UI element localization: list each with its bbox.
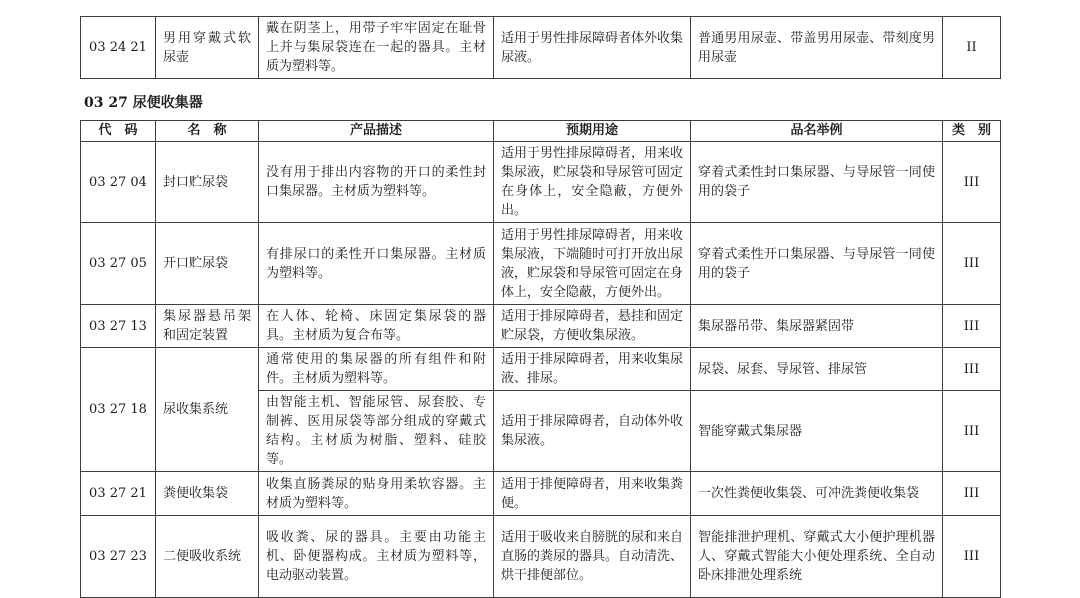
cell-code: 03 27 05 (81, 223, 156, 305)
cell-examples: 穿着式柔性封口集尿器、与导尿管一同使用的袋子 (691, 142, 943, 223)
cell-name: 二便吸收系统 (156, 516, 259, 598)
section-title: 03 27 尿便收集器 (84, 95, 203, 111)
cell-code: 03 27 18 (81, 348, 156, 472)
header-category: 类 别 (943, 121, 1001, 142)
cell-code: 03 27 04 (81, 142, 156, 223)
cell-description: 由智能主机、智能尿管、尿套胶、专制裤、医用尿袋等部分组成的穿戴式结构。主材质为树脂、塑料、硅胶等。 (259, 391, 494, 472)
cell-category: III (943, 348, 1001, 391)
cell-category: III (943, 516, 1001, 598)
cell-usage: 适用于男性排尿障碍者，用来收集尿液，下端随时可打开放出尿液，贮尿袋和导尿管可固定在身体上，安全隐蔽，方便外出。 (494, 223, 691, 305)
cell-name: 开口贮尿袋 (156, 223, 259, 305)
cell-examples: 智能穿戴式集尿器 (691, 391, 943, 472)
cell-description: 收集直肠粪尿的贴身用柔软容器。主材质为塑料等。 (259, 472, 494, 516)
cell-name: 集尿器悬吊架和固定装置 (156, 305, 259, 348)
cell-examples: 穿着式柔性开口集尿器、与导尿管一同使用的袋子 (691, 223, 943, 305)
header-name: 名 称 (156, 121, 259, 142)
cell-description: 有排尿口的柔性开口集尿器。主材质为塑料等。 (259, 223, 494, 305)
cell-examples: 集尿器吊带、集尿器紧固带 (691, 305, 943, 348)
cell-name: 尿收集系统 (156, 348, 259, 472)
cell-description: 在人体、轮椅、床固定集尿袋的器具。主材质为复合布等。 (259, 305, 494, 348)
cell-category: III (943, 305, 1001, 348)
table-row-03-27-21 (81, 472, 1001, 516)
table-row-03-24-21 (81, 17, 1001, 79)
cell-description: 通常使用的集尿器的所有组件和附件。主材质为塑料等。 (259, 348, 494, 391)
header-examples: 品名举例 (691, 121, 943, 142)
cell-code: 03 24 21 (81, 17, 156, 79)
cell-category: III (943, 142, 1001, 223)
document-page (80, 16, 1001, 598)
cell-code: 03 27 21 (81, 472, 156, 516)
table-row-03-27-13 (81, 305, 1001, 348)
cell-description: 吸收粪、尿的器具。主要由功能主机、卧便器构成。主材质为塑料等，电动驱动装置。 (259, 516, 494, 598)
cell-examples: 普通男用尿壶、带盖男用尿壶、带刻度男用尿壶 (691, 17, 943, 79)
cell-usage: 适用于排尿障碍者，自动体外收集尿液。 (494, 391, 691, 472)
cell-name: 粪便收集袋 (156, 472, 259, 516)
table-row-03-27-05 (81, 223, 1001, 305)
cell-examples: 智能排泄护理机、穿戴式大小便护理机器人、穿戴式智能大小便处理系统、全自动卧床排泄处理系统 (691, 516, 943, 598)
header-description: 产品描述 (259, 121, 494, 142)
table-row-03-27-18-a (81, 348, 1001, 391)
cell-name: 封口贮尿袋 (156, 142, 259, 223)
cell-usage: 适用于排尿障碍者，用来收集尿液、排尿。 (494, 348, 691, 391)
cell-examples: 尿袋、尿套、导尿管、排尿管 (691, 348, 943, 391)
table-row-03-27-23 (81, 516, 1001, 598)
cell-usage: 适用于排尿障碍者，悬挂和固定贮尿袋，方便收集尿液。 (494, 305, 691, 348)
table-section-03-24 (80, 16, 1001, 79)
header-usage: 预期用途 (494, 121, 691, 142)
table-header-row (81, 121, 1001, 142)
cell-category: III (943, 391, 1001, 472)
cell-usage: 适用于排便障碍者，用来收集粪便。 (494, 472, 691, 516)
cell-category: III (943, 223, 1001, 305)
cell-usage: 适用于男性排尿障碍者体外收集尿液。 (494, 17, 691, 79)
cell-code: 03 27 23 (81, 516, 156, 598)
cell-name: 男用穿戴式软尿壶 (156, 17, 259, 79)
cell-examples: 一次性粪便收集袋、可冲洗粪便收集袋 (691, 472, 943, 516)
cell-usage: 适用于吸收来自膀胱的尿和来自直肠的粪尿的器具。自动清洗、烘干排便部位。 (494, 516, 691, 598)
cell-description: 没有用于排出内容物的开口的柔性封口集尿器。主材质为塑料等。 (259, 142, 494, 223)
table-row-03-27-04 (81, 142, 1001, 223)
header-code: 代 码 (81, 121, 156, 142)
cell-description: 戴在阴茎上，用带子牢牢固定在耻骨上并与集尿袋连在一起的器具。主材质为塑料等。 (259, 17, 494, 79)
cell-category: II (943, 17, 1001, 79)
cell-code: 03 27 13 (81, 305, 156, 348)
cell-usage: 适用于男性排尿障碍者，用来收集尿液，贮尿袋和导尿管可固定在身体上，安全隐蔽，方便外出。 (494, 142, 691, 223)
cell-category: III (943, 472, 1001, 516)
table-section-03-27 (80, 120, 1001, 598)
